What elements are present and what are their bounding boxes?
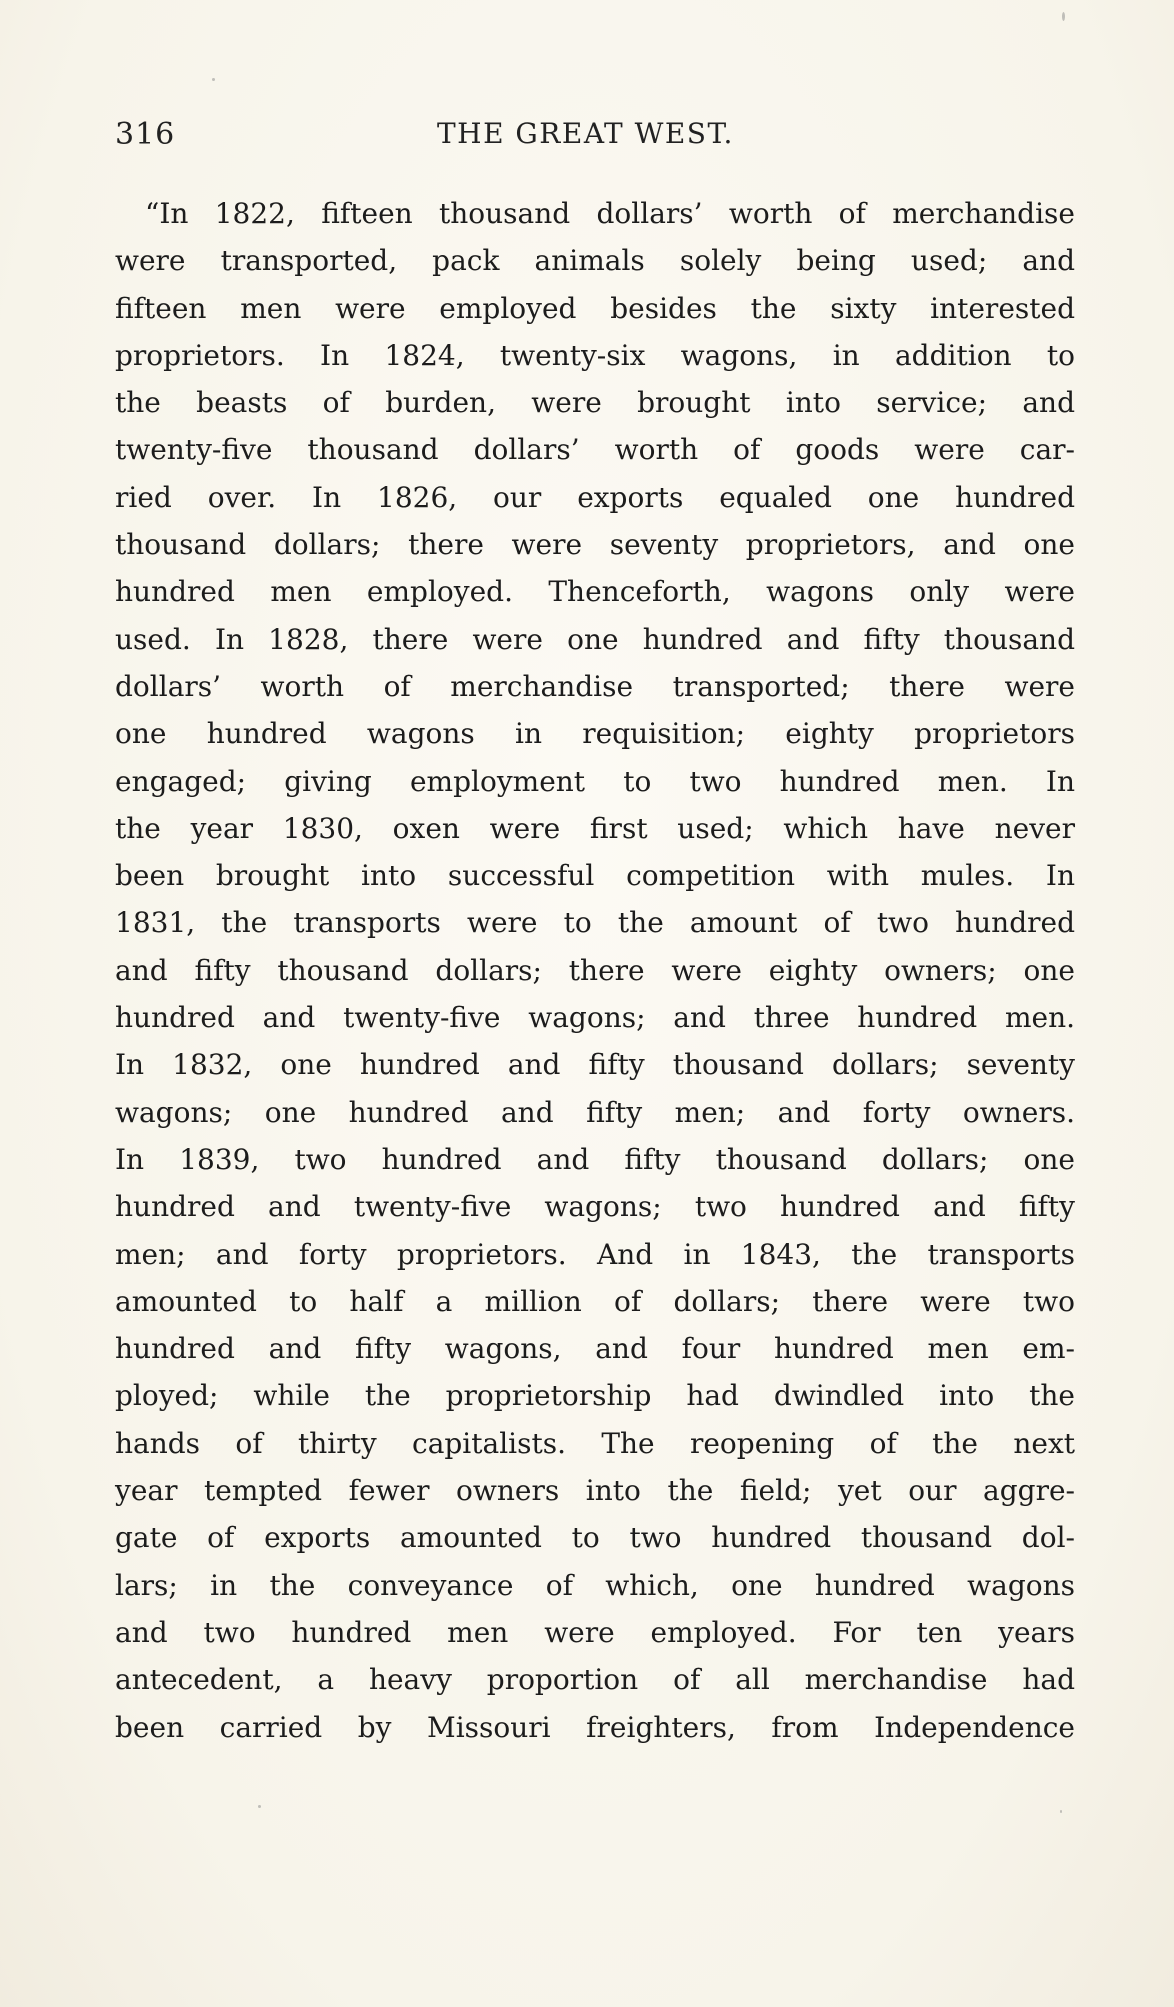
text-line: proprietors. In 1824, twenty-six wagons, in addition to xyxy=(115,338,1075,372)
text-line: dollars’ worth of merchandise transported; there were xyxy=(115,669,1075,703)
text-line: ployed; while the proprietorship had dwindled into the xyxy=(115,1379,1075,1413)
text-line: were transported, pack animals solely being used; and xyxy=(115,244,1075,278)
text-line: lars; in the conveyance of which, one hundred wagons xyxy=(115,1568,1075,1602)
paper-speck xyxy=(1060,1810,1062,1813)
text-line: gate of exports amounted to two hundred thousand dol- xyxy=(115,1521,1075,1555)
text-line: the year 1830, oxen were first used; which have never xyxy=(115,811,1075,845)
text-line: hundred men employed. Thenceforth, wagons only were xyxy=(115,575,1075,609)
text-line: thousand dollars; there were seventy proprietors, and one xyxy=(115,528,1075,562)
text-line: “In 1822, fifteen thousand dollars’ worth of merchandise xyxy=(145,197,1075,230)
text-line: amounted to half a million of dollars; there were two xyxy=(115,1284,1075,1318)
paper-speck xyxy=(212,78,215,81)
running-head: THE GREAT WEST. xyxy=(437,117,734,150)
text-line: ried over. In 1826, our exports equaled one hundred xyxy=(115,480,1075,514)
text-line: been carried by Missouri freighters, from Independence xyxy=(115,1710,1075,1744)
text-line: used. In 1828, there were one hundred and fifty thousand xyxy=(115,622,1075,656)
text-line: the beasts of burden, were brought into service; and xyxy=(115,386,1075,420)
text-line: In 1832, one hundred and fifty thousand dollars; seventy xyxy=(115,1048,1075,1082)
paper-speck xyxy=(1062,12,1065,21)
page-number: 316 xyxy=(115,117,176,152)
text-line: 1831, the transports were to the amount of two hundred xyxy=(115,906,1075,940)
text-line: wagons; one hundred and fifty men; and forty owners. xyxy=(115,1095,1075,1129)
text-line: engaged; giving employment to two hundred men. In xyxy=(115,764,1075,798)
text-line: and fifty thousand dollars; there were eighty owners; one xyxy=(115,953,1075,987)
text-line: one hundred wagons in requisition; eighty proprietors xyxy=(115,717,1075,751)
text-line: In 1839, two hundred and fifty thousand dollars; one xyxy=(115,1142,1075,1176)
text-line: men; and forty proprietors. And in 1843, the transports xyxy=(115,1237,1075,1271)
text-line: year tempted fewer owners into the field; yet our aggre- xyxy=(115,1474,1075,1508)
text-line: hands of thirty capitalists. The reopening of the next xyxy=(115,1426,1075,1460)
text-line: and two hundred men were employed. For ten years xyxy=(115,1615,1075,1649)
text-line: been brought into successful competition with mules. In xyxy=(115,859,1075,893)
page-header xyxy=(115,117,1075,163)
text-line: fifteen men were employed besides the sixty interested xyxy=(115,291,1075,325)
text-line: hundred and twenty-five wagons; two hundred and fifty xyxy=(115,1190,1075,1224)
text-line: hundred and fifty wagons, and four hundred men em- xyxy=(115,1332,1075,1366)
text-line: twenty-five thousand dollars’ worth of goods were car- xyxy=(115,433,1075,467)
paper-speck xyxy=(258,1805,261,1808)
text-line: hundred and twenty-five wagons; and three hundred men. xyxy=(115,1001,1075,1035)
text-line: antecedent, a heavy proportion of all merchandise had xyxy=(115,1663,1075,1697)
body-text xyxy=(115,190,1075,1790)
